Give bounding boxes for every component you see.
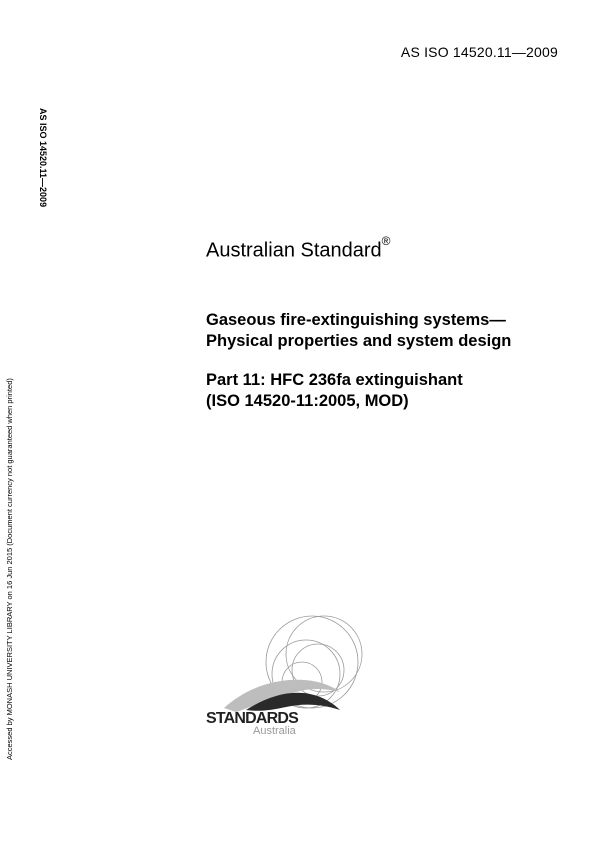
series-title-text: Australian Standard bbox=[206, 239, 382, 262]
standard-title-line-2: Physical properties and system design bbox=[206, 332, 512, 350]
registered-mark: ® bbox=[381, 234, 391, 248]
part-title bbox=[206, 370, 463, 412]
logo-wordmark: STANDARDS bbox=[206, 710, 299, 727]
spine-document-number: AS ISO 14520.11—2009 bbox=[38, 108, 48, 208]
document-number: AS ISO 14520.11—2009 bbox=[400, 44, 558, 60]
standard-title-line-1: Gaseous fire-extinguishing systems— bbox=[206, 311, 506, 329]
logo-subtext: Australia bbox=[253, 725, 296, 737]
standards-australia-logo bbox=[206, 612, 376, 742]
part-title-line-2: (ISO 14520-11:2005, MOD) bbox=[206, 392, 409, 410]
part-title-line-1: Part 11: HFC 236fa extinguishant bbox=[206, 371, 463, 389]
logo-swirl-icon bbox=[206, 612, 376, 717]
access-notice: Accessed by MONASH UNIVERSITY LIBRARY on 16 Jun 2015 (Document currency not guaranteed when printed) bbox=[5, 378, 14, 760]
series-title bbox=[206, 234, 391, 263]
standard-title bbox=[206, 310, 511, 352]
